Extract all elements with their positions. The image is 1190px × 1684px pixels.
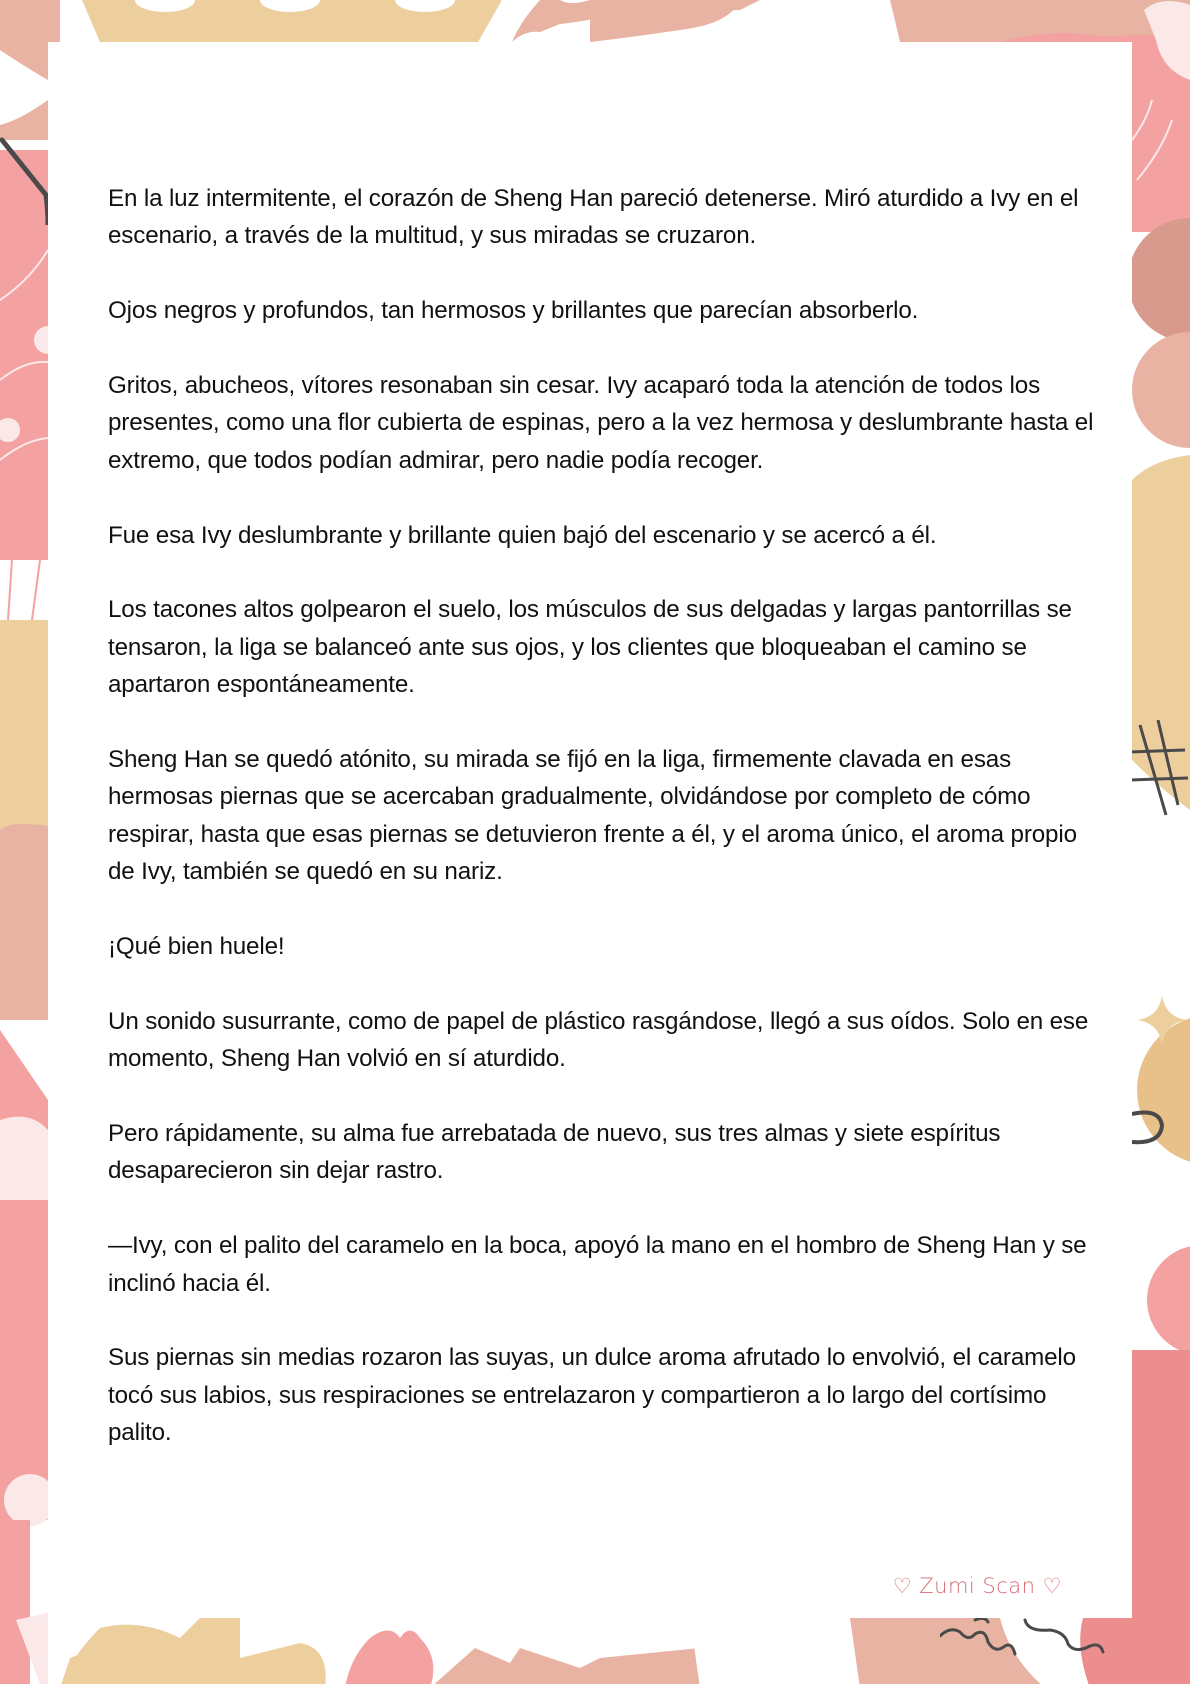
left-border-shapes — [0, 0, 48, 1684]
paragraph: ¡Qué bien huele! — [108, 933, 285, 961]
paragraph: —Ivy, con el palito del caramelo en la boca, apoyó la mano en el hombro de Sheng Han y se inclinó hacia él. — [108, 1232, 1087, 1297]
paragraph: Pero rápidamente, su alma fue arrebatada de nuevo, sus tres almas y siete espíritus desaparecieron sin dejar rastro. — [108, 1120, 1001, 1185]
scanlation-signature: ♡ Zumi Scan ♡ — [892, 1574, 1062, 1598]
paragraph: Sheng Han se quedó atónito, su mirada se fijó en la liga, firmemente clavada en esas hermosas piernas que se acercaban gradualmente, olvidándose por completo de cómo respirar, hasta que esas piernas se detuvieron frente a él, y el aroma único, el aroma propio de Ivy, también se quedó en su nariz. — [108, 746, 1077, 886]
paragraph: Fue esa Ivy deslumbrante y brillante quien bajó del escenario y se acercó a él. — [108, 521, 937, 549]
paragraph: Sus piernas sin medias rozaron las suyas, un dulce aroma afrutado lo envolvió, el caramelo tocó sus labios, sus respiraciones se entrelazaron y compartieron a lo largo del cortísimo palito. — [108, 1344, 1076, 1447]
crescent-doodle-icon — [1130, 1110, 1170, 1150]
paragraph: Un sonido susurrante, como de papel de plástico rasgándose, llegó a sus oídos. Solo en ese momento, Sheng Han volvió en sí aturdido. — [108, 1007, 1089, 1073]
sparkle-icon — [1137, 995, 1187, 1045]
paragraph: Gritos, abucheos, vítores resonaban sin cesar. Ivy acaparó toda la atención de todos los presentes, como una flor cubierta de espinas, pero a la vez hermosa y deslumbrante hasta el extremo, que todos podían admirar, pero nadie podía recoger. — [108, 372, 1094, 474]
squiggle-doodle-icon — [940, 1618, 1120, 1678]
paragraph: Los tacones altos golpearon el suelo, los músculos de sus delgadas y largas pantorrillas se tensaron, la liga se balanceó ante sus ojos, y los clientes que bloqueaban el camino se apartaron espontáneamente. — [108, 596, 1072, 699]
right-border-shapes — [1132, 0, 1190, 1684]
paragraph: Ojos negros y profundos, tan hermosos y brillantes que parecían absorberlo. — [108, 297, 919, 325]
page-card — [48, 42, 1132, 1618]
left-swoosh-icon — [0, 135, 50, 225]
story-text — [108, 180, 1108, 1489]
paragraph: En la luz intermitente, el corazón de Sheng Han pareció detenerse. Miró aturdido a Ivy en el escenario, a través de la multitud, y sus miradas se cruzaron. — [108, 185, 1079, 250]
hashtag-doodle-icon — [1130, 720, 1190, 830]
